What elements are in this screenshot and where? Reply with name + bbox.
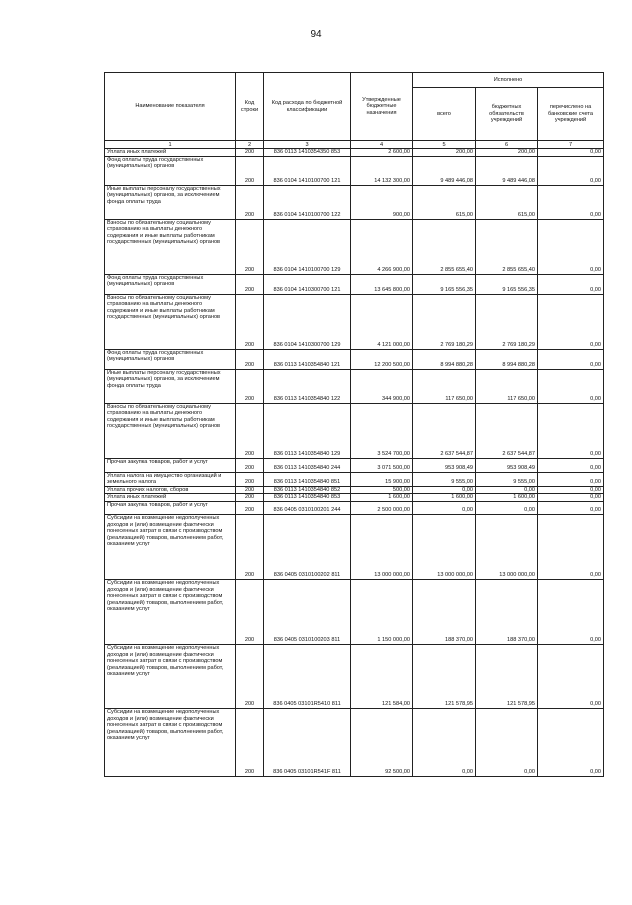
- cell-executed-total: 2 769 180,29: [413, 294, 476, 349]
- cell-executed-total: 200,00: [413, 149, 476, 157]
- cell-line-code: 200: [236, 294, 264, 349]
- cell-approved-amount: 4 121 000,00: [351, 294, 413, 349]
- table-row: [105, 274, 604, 294]
- cell-executed-obligations: 13 000 000,00: [476, 514, 538, 579]
- table-row: [105, 472, 604, 486]
- cell-approved-amount: 2 500 000,00: [351, 501, 413, 514]
- cell-approved-amount: 344 900,00: [351, 369, 413, 403]
- cell-line-code: 200: [236, 486, 264, 494]
- table-row: [105, 294, 604, 349]
- cell-approved-amount: 1 150 000,00: [351, 579, 413, 644]
- cell-indicator-name: Фонд оплаты труда государственных (муниципальных) органов: [105, 274, 236, 294]
- cell-executed-obligations: 9 555,00: [476, 472, 538, 486]
- cell-executed-obligations: 121 578,95: [476, 644, 538, 708]
- cell-expense-code: 836 0113 1410354840 244: [264, 458, 351, 472]
- cell-line-code: 200: [236, 472, 264, 486]
- table-row: [105, 514, 604, 579]
- cell-executed-obligations: 8 994 880,28: [476, 349, 538, 369]
- cell-expense-code: 836 0104 1410300700 129: [264, 294, 351, 349]
- cell-indicator-name: Субсидии на возмещение недополученных доходов и (или) возмещение фактически понесенных затрат в связи с производством (реализацией) товаров, выполнением работ, оказанием услуг: [105, 708, 236, 776]
- table-row: [105, 369, 604, 403]
- table-row: [105, 185, 604, 219]
- header-approved: Утвержденные бюджетные назначения: [351, 73, 413, 141]
- cell-expense-code: 836 0405 0310100201 244: [264, 501, 351, 514]
- cell-executed-transferred: 0,00: [538, 486, 604, 494]
- cell-executed-obligations: 117 650,00: [476, 369, 538, 403]
- cell-executed-transferred: 0,00: [538, 403, 604, 458]
- header-expense-code: Код расхода по бюджетной классификации: [264, 73, 351, 141]
- cell-line-code: 200: [236, 369, 264, 403]
- cell-executed-obligations: 2 855 655,40: [476, 219, 538, 274]
- cell-line-code: 200: [236, 149, 264, 157]
- table-row: [105, 403, 604, 458]
- col-number: 3: [264, 141, 351, 149]
- cell-expense-code: 836 0104 1410100700 121: [264, 156, 351, 185]
- cell-executed-total: 2 637 544,87: [413, 403, 476, 458]
- table-row: [105, 494, 604, 502]
- cell-executed-total: 0,00: [413, 486, 476, 494]
- cell-expense-code: 836 0104 1410100700 129: [264, 219, 351, 274]
- cell-indicator-name: Взносы по обязательному социальному страхованию на выплаты денежного содержания и иные выплаты работникам государственных (муниципальных) органов: [105, 219, 236, 274]
- table-row: [105, 486, 604, 494]
- cell-executed-obligations: 0,00: [476, 486, 538, 494]
- cell-indicator-name: Субсидии на возмещение недополученных доходов и (или) возмещение фактически понесенных затрат в связи с производством (реализацией) товаров, выполнением работ, оказанием услуг: [105, 579, 236, 644]
- cell-indicator-name: Прочая закупка товаров, работ и услуг: [105, 458, 236, 472]
- cell-indicator-name: Фонд оплаты труда государственных (муниципальных) органов: [105, 349, 236, 369]
- cell-line-code: 200: [236, 219, 264, 274]
- cell-executed-transferred: 0,00: [538, 156, 604, 185]
- cell-approved-amount: 92 500,00: [351, 708, 413, 776]
- cell-indicator-name: Фонд оплаты труда государственных (муниципальных) органов: [105, 156, 236, 185]
- cell-indicator-name: Прочая закупка товаров, работ и услуг: [105, 501, 236, 514]
- cell-executed-total: 188 370,00: [413, 579, 476, 644]
- cell-executed-obligations: 0,00: [476, 501, 538, 514]
- cell-expense-code: 836 0405 03101R5410 811: [264, 644, 351, 708]
- cell-indicator-name: Иные выплаты персоналу государственных (муниципальных) органов, за исключением фонда оплаты труда: [105, 369, 236, 403]
- cell-executed-transferred: 0,00: [538, 294, 604, 349]
- cell-indicator-name: Взносы по обязательному социальному страхованию на выплаты денежного содержания и иные выплаты работникам государственных (муниципальных) органов: [105, 403, 236, 458]
- cell-executed-total: 0,00: [413, 708, 476, 776]
- cell-approved-amount: 13 645 800,00: [351, 274, 413, 294]
- col-number: 4: [351, 141, 413, 149]
- cell-approved-amount: 14 132 300,00: [351, 156, 413, 185]
- cell-executed-total: 9 165 556,35: [413, 274, 476, 294]
- cell-approved-amount: 900,00: [351, 185, 413, 219]
- cell-executed-obligations: 615,00: [476, 185, 538, 219]
- cell-executed-total: 9 555,00: [413, 472, 476, 486]
- cell-indicator-name: Уплата прочих налогов, сборов: [105, 486, 236, 494]
- cell-expense-code: 836 0113 1410354840 852: [264, 486, 351, 494]
- table-row: [105, 156, 604, 185]
- header-line-code: Код строки: [236, 73, 264, 141]
- cell-approved-amount: 3 071 500,00: [351, 458, 413, 472]
- cell-approved-amount: 4 266 900,00: [351, 219, 413, 274]
- header-executed: Исполнено: [413, 73, 604, 88]
- cell-executed-total: 9 489 446,08: [413, 156, 476, 185]
- cell-expense-code: 836 0113 1410354840 851: [264, 472, 351, 486]
- cell-approved-amount: 12 200 500,00: [351, 349, 413, 369]
- page-number: 94: [310, 29, 322, 40]
- cell-expense-code: 836 0405 0310100203 811: [264, 579, 351, 644]
- cell-line-code: 200: [236, 156, 264, 185]
- header-transferred: перечислено на банковские счета учреждений: [538, 88, 604, 141]
- cell-executed-obligations: 953 908,49: [476, 458, 538, 472]
- table-header: [105, 73, 604, 149]
- table-row: [105, 219, 604, 274]
- cell-executed-obligations: 9 165 556,35: [476, 274, 538, 294]
- cell-executed-transferred: 0,00: [538, 514, 604, 579]
- cell-expense-code: 836 0113 1410354350 853: [264, 149, 351, 157]
- cell-executed-transferred: 0,00: [538, 708, 604, 776]
- col-number: 5: [413, 141, 476, 149]
- cell-approved-amount: 500,00: [351, 486, 413, 494]
- cell-executed-transferred: 0,00: [538, 644, 604, 708]
- cell-executed-transferred: 0,00: [538, 149, 604, 157]
- cell-line-code: 200: [236, 514, 264, 579]
- cell-executed-total: 13 000 000,00: [413, 514, 476, 579]
- cell-executed-obligations: 2 769 180,29: [476, 294, 538, 349]
- table-body: [105, 149, 604, 777]
- cell-executed-total: 1 600,00: [413, 494, 476, 502]
- header-indicator-name: Наименование показателя: [105, 73, 236, 141]
- cell-executed-transferred: 0,00: [538, 579, 604, 644]
- cell-line-code: 200: [236, 458, 264, 472]
- cell-executed-total: 121 578,95: [413, 644, 476, 708]
- col-number: 2: [236, 141, 264, 149]
- cell-executed-obligations: 9 489 446,08: [476, 156, 538, 185]
- table-row: [105, 708, 604, 776]
- col-number: 1: [105, 141, 236, 149]
- cell-expense-code: 836 0104 1410100700 122: [264, 185, 351, 219]
- cell-executed-transferred: 0,00: [538, 274, 604, 294]
- table-row: [105, 349, 604, 369]
- cell-executed-obligations: 188 370,00: [476, 579, 538, 644]
- cell-executed-transferred: 0,00: [538, 219, 604, 274]
- cell-executed-obligations: 1 600,00: [476, 494, 538, 502]
- cell-executed-transferred: 0,00: [538, 472, 604, 486]
- cell-line-code: 200: [236, 274, 264, 294]
- cell-line-code: 200: [236, 579, 264, 644]
- cell-executed-transferred: 0,00: [538, 458, 604, 472]
- cell-indicator-name: Уплата иных платежей: [105, 149, 236, 157]
- cell-expense-code: 836 0113 1410354840 853: [264, 494, 351, 502]
- cell-expense-code: 836 0113 1410354840 129: [264, 403, 351, 458]
- cell-executed-total: 117 650,00: [413, 369, 476, 403]
- cell-expense-code: 836 0405 03101R541F 811: [264, 708, 351, 776]
- cell-approved-amount: 15 900,00: [351, 472, 413, 486]
- cell-line-code: 200: [236, 185, 264, 219]
- table-row: [105, 644, 604, 708]
- cell-executed-total: 0,00: [413, 501, 476, 514]
- cell-executed-transferred: 0,00: [538, 494, 604, 502]
- cell-executed-transferred: 0,00: [538, 501, 604, 514]
- cell-indicator-name: Уплата иных платежей: [105, 494, 236, 502]
- cell-line-code: 200: [236, 708, 264, 776]
- cell-expense-code: 836 0405 0310100202 811: [264, 514, 351, 579]
- cell-indicator-name: Субсидии на возмещение недополученных доходов и (или) возмещение фактически понесенных затрат в связи с производством (реализацией) товаров, выполнением работ, оказанием услуг: [105, 514, 236, 579]
- cell-indicator-name: Взносы по обязательному социальному страхованию на выплаты денежного содержания и иные выплаты работникам государственных (муниципальных) органов: [105, 294, 236, 349]
- table-row: [105, 458, 604, 472]
- table-row: [105, 579, 604, 644]
- column-number-row: [105, 141, 604, 149]
- header-total: всего: [413, 88, 476, 141]
- cell-executed-transferred: 0,00: [538, 369, 604, 403]
- cell-approved-amount: 3 524 700,00: [351, 403, 413, 458]
- cell-line-code: 200: [236, 349, 264, 369]
- cell-executed-total: 2 855 655,40: [413, 219, 476, 274]
- cell-executed-obligations: 200,00: [476, 149, 538, 157]
- cell-executed-obligations: 0,00: [476, 708, 538, 776]
- cell-indicator-name: Иные выплаты персоналу государственных (муниципальных) органов, за исключением фонда оплаты труда: [105, 185, 236, 219]
- table-row: [105, 149, 604, 157]
- header-obligations: бюджетных обязательств учреждений: [476, 88, 538, 141]
- cell-line-code: 200: [236, 501, 264, 514]
- budget-execution-table: [104, 72, 604, 777]
- table-row: [105, 501, 604, 514]
- cell-approved-amount: 13 000 000,00: [351, 514, 413, 579]
- cell-executed-total: 8 994 880,28: [413, 349, 476, 369]
- cell-line-code: 200: [236, 644, 264, 708]
- cell-executed-obligations: 2 637 544,87: [476, 403, 538, 458]
- cell-expense-code: 836 0104 1410300700 121: [264, 274, 351, 294]
- cell-executed-total: 953 908,49: [413, 458, 476, 472]
- cell-executed-total: 615,00: [413, 185, 476, 219]
- cell-expense-code: 836 0113 1410354840 121: [264, 349, 351, 369]
- cell-line-code: 200: [236, 403, 264, 458]
- col-number: 7: [538, 141, 604, 149]
- cell-approved-amount: 1 600,00: [351, 494, 413, 502]
- cell-executed-transferred: 0,00: [538, 349, 604, 369]
- cell-indicator-name: Уплата налога на имущество организаций и земельного налога: [105, 472, 236, 486]
- cell-expense-code: 836 0113 1410354840 122: [264, 369, 351, 403]
- cell-approved-amount: 2 600,00: [351, 149, 413, 157]
- cell-indicator-name: Субсидии на возмещение недополученных доходов и (или) возмещение фактически понесенных затрат в связи с производством (реализацией) товаров, выполнением работ, оказанием услуг: [105, 644, 236, 708]
- col-number: 6: [476, 141, 538, 149]
- cell-executed-transferred: 0,00: [538, 185, 604, 219]
- cell-line-code: 200: [236, 494, 264, 502]
- cell-approved-amount: 121 584,00: [351, 644, 413, 708]
